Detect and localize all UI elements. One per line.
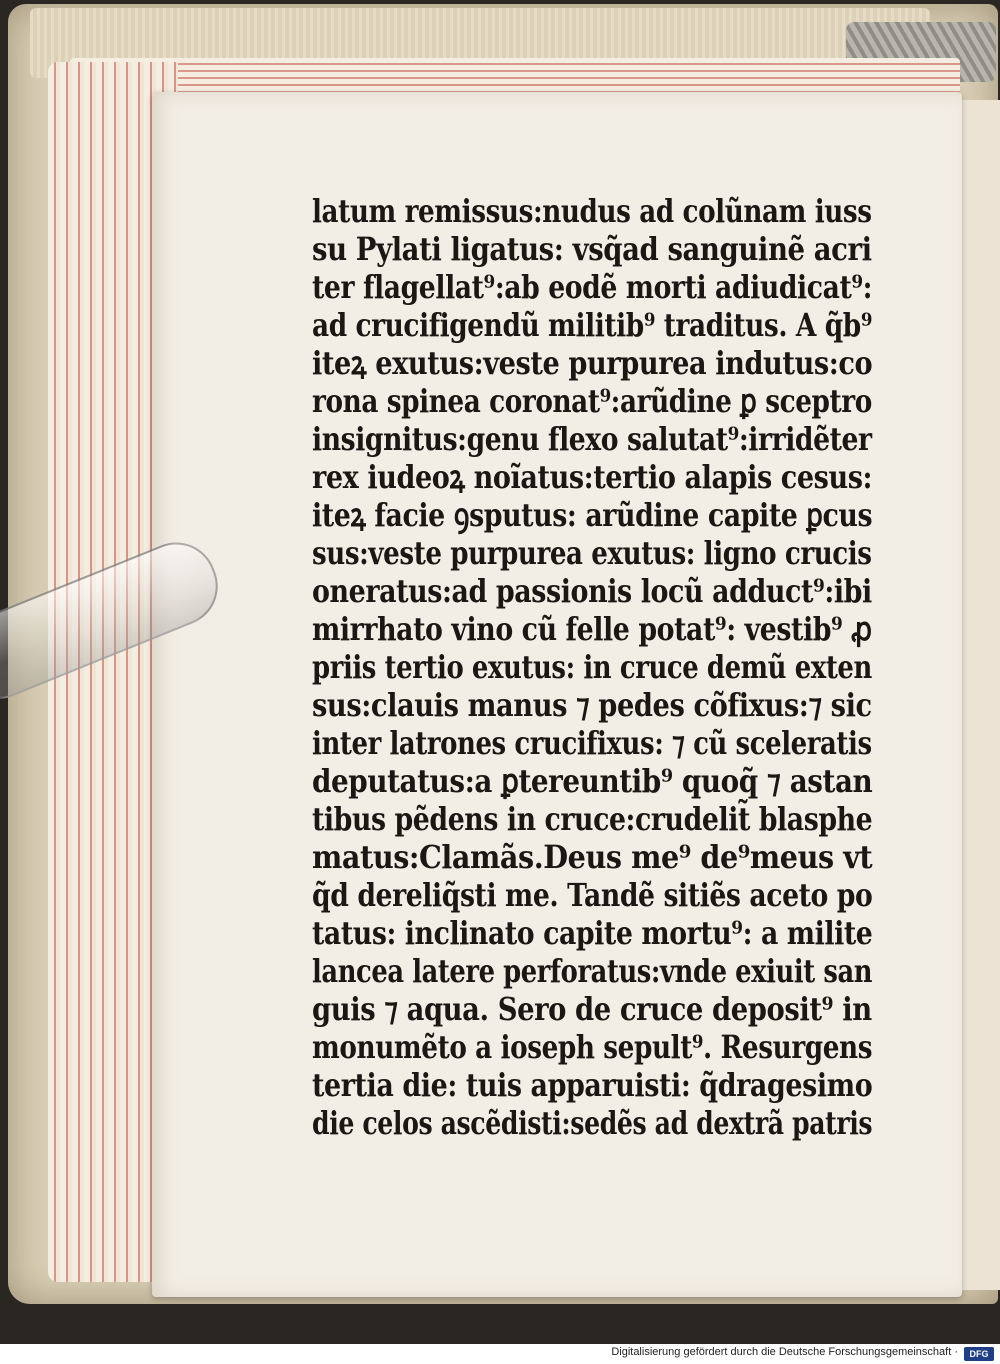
text-line: iteꝝ facie ꝯsputus: arũdine capite ꝑcus [312,496,873,534]
text-line: matus:Clamãs.Deus me⁹ de⁹meus vt [312,838,873,876]
text-line: rex iudeoꝝ noĩatus:tertio alapis cesus: [312,458,873,496]
text-block [312,192,872,1212]
text-line: iteꝝ exutus:veste purpurea indutus:co [312,344,873,382]
text-line: ter flagellat⁹:ab eodẽ morti adiudicat⁹: [312,268,873,306]
text-line: priis tertio exutus: in cruce demũ exten [312,648,872,686]
text-line: lancea latere perforatus:vnde exiuit san [312,952,873,990]
text-line: rona spinea coronat⁹:arũdine ꝑ sceptro [312,382,872,420]
text-line: insignitus:genu flexo salutat⁹:irridẽter [312,420,872,458]
text-line: deputatus:a ꝑtereuntib⁹ quoq̃ ⁊ astan [312,762,873,800]
footer-credit: Digitalisierung gefördert durch die Deutsche Forschungsgemeinschaft · [611,1346,958,1358]
text-line: tatus: inclinato capite mortu⁹: a milite [312,914,873,952]
text-line: tertia die: tuis apparuisti: q̃dragesimo [312,1066,873,1104]
text-line: mirrhato vino cũ felle potat⁹: vestib⁹ ꝓ [312,610,872,648]
text-line: oneratus:ad passionis locũ adduct⁹:ibi [312,572,872,610]
footer-bar [0,1344,1000,1364]
text-line: monumẽto a ioseph sepult⁹. Resurgens [312,1028,873,1066]
text-line: q̃d dereliq̃sti me. Tandẽ sitiẽs aceto po [312,876,873,914]
book-page [152,92,962,1297]
text-line: die celos ascẽdisti:sedẽs ad dextrã patris [312,1104,873,1142]
text-line: inter latrones crucifixus: ⁊ cũ sceleratis [312,724,872,762]
text-line: sus:clauis manus ⁊ pedes cõfixus:⁊ sic [312,686,872,724]
text-line: ad crucifigendũ militib⁹ traditus. A q̃b⁹ [312,306,872,344]
text-line: latum remissus:nudus ad colũnam iuss [312,192,872,230]
text-line: sus:veste purpurea exutus: ligno crucis [312,534,872,572]
text-line: tibus pẽdens in cruce:crudelit̃ blasphe [312,800,873,838]
dfg-logo: DFG [964,1347,994,1361]
text-line: su Pylati ligatus: vsq̃ad sanguinẽ acri [312,230,872,268]
text-line: guis ⁊ aqua. Sero de cruce deposit⁹ in [312,990,872,1028]
